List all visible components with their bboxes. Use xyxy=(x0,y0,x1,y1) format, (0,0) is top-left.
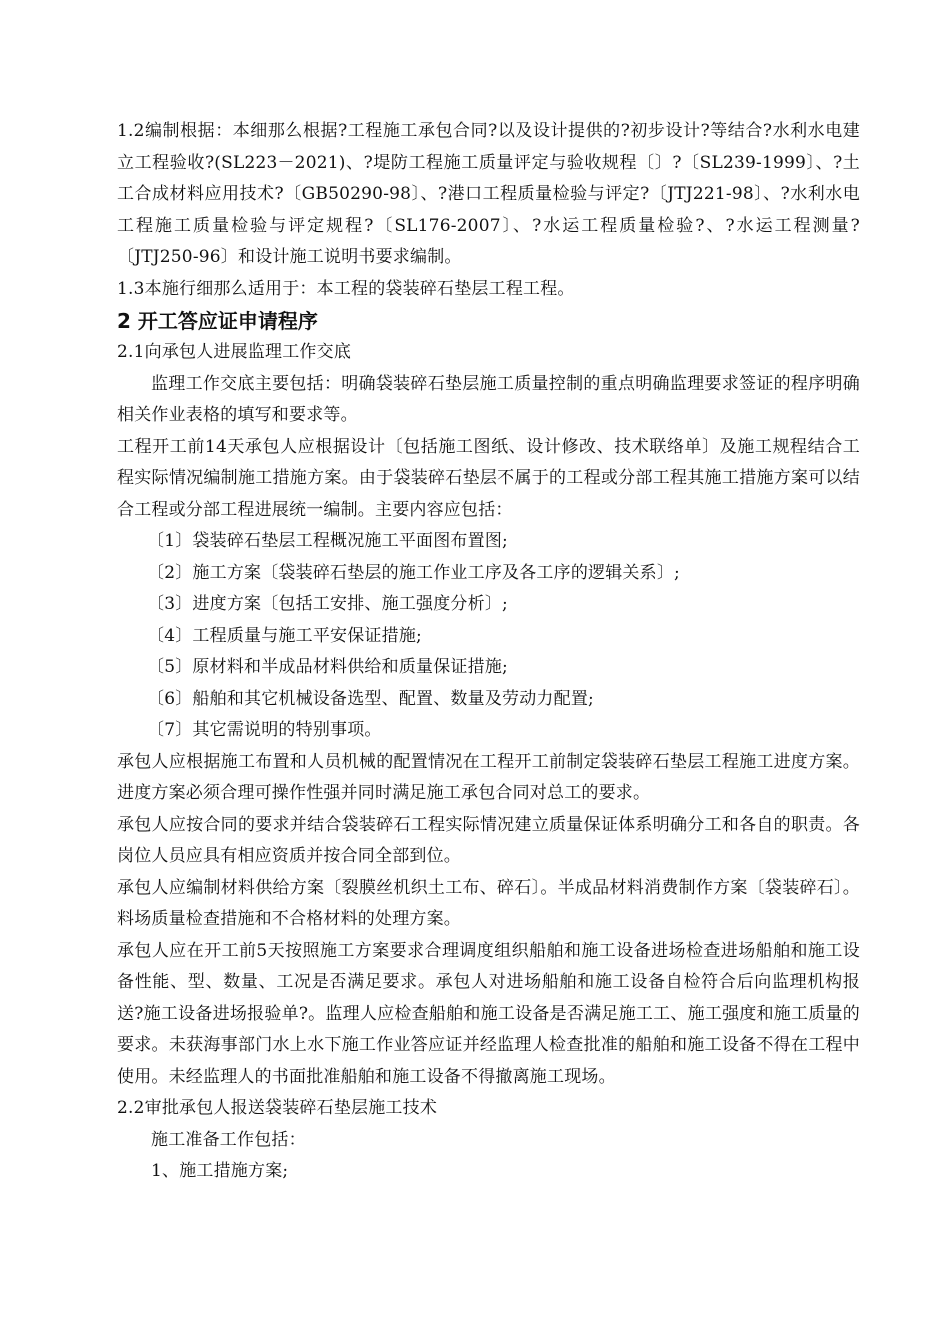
list-item: 〔6〕船舶和其它机械设备选型、配置、数量及劳动力配置; xyxy=(147,688,594,709)
paragraph-list-1: 1、施工措施方案; xyxy=(151,1161,289,1181)
paragraph-cailiao: 承包人应编制材料供给方案〔裂膜丝机织土工布、碎石〕。半成品材料消费制作方案〔袋装碎石〕。料场质量检查措施和不合格材料的处理方案。 xyxy=(117,877,860,929)
paragraph-kaigong: 工程开工前14天承包人应根据设计〔包括施工图纸、设计修改、技术联络单〕及施工规程结合工程实际情况编制施工措施方案。由于袋装碎石垫层不属于的工程或分部工程其施工措施方案可以结合工程或分部工程进展统一编制。主要内容应包括： xyxy=(117,436,860,520)
paragraph-zhiliang: 承包人应按合同的要求并结合袋装碎石工程实际情况建立质量保证体系明确分工和各自的职责。各岗位人员应具有相应资质并按合同全部到位。 xyxy=(117,814,860,866)
list-item: 〔3〕进度方案〔包括工安排、施工强度分析〕; xyxy=(147,594,508,614)
paragraph-jindu: 承包人应根据施工布置和人员机械的配置情况在工程开工前制定袋装碎石垫层工程施工进度方案。进度方案必须合理可操作性强并同时满足施工承包合同对总工的要求。 xyxy=(117,751,860,803)
paragraph-chuanbo: 承包人应在开工前5天按照施工方案要求合理调度组织船舶和施工设备进场检查进场船舶和施工设备性能、型、数量、工况是否满足要求。承包人对进场船舶和施工设备自检符合后向监理机构报送?施工设备进场报验单?。监理人应检查船舶和施工设备是否满足施工工、施工强度和施工质量的要求。未获海事部门水上水下施工作业答应证并经监理人检查批准的船舶和施工设备不得在工程中使用。未经监理人的书面批准船舶和施工设备不得撤离施工现场。 xyxy=(117,940,860,1087)
list-item: 〔1〕袋装碎石垫层工程概况施工平面图布置图; xyxy=(147,531,508,551)
paragraph-zhunbei: 施工准备工作包括： xyxy=(151,1129,306,1150)
list-item: 〔2〕施工方案〔袋装碎石垫层的施工作业工序及各工序的逻辑关系〕; xyxy=(147,562,680,583)
section-2-2: 2.2审批承包人报送袋装碎石垫层施工技术 xyxy=(117,1098,438,1118)
section-1-3: 1.3本施行细那么适用于：本工程的袋装碎石垫层工程工程。 xyxy=(117,278,575,299)
list-item: 〔5〕原材料和半成品材料供给和质量保证措施; xyxy=(147,657,508,677)
heading-2: 2 开工答应证申请程序 xyxy=(117,309,318,333)
section-2-1: 2.1向承包人进展监理工作交底 xyxy=(117,342,352,362)
paragraph-jiaodi: 监理工作交底主要包括：明确袋装碎石垫层施工质量控制的重点明确监理要求签证的程序明确相关作业表格的填写和要求等。 xyxy=(117,373,860,425)
list-item: 〔4〕工程质量与施工平安保证措施; xyxy=(147,625,422,646)
section-1-2: 1.2编制根据：本细那么根据?工程施工承包合同?以及设计提供的?初步设计?等结合?水利水电建立工程验收?(SL223－2021)、?堤防工程施工质量评定与验收规程〔〕?〔SL239-1999〕、?土工合成材料应用技术?〔GB50290-98〕、?港口工程质量检验与评定?〔JTJ221-98〕、?水利水电工程施工质量检验与评定规程?〔SL176-2007〕、?水运工程质量检验?、?水运工程测量?〔JTJ250-96〕和设计施工说明书要求编制。 xyxy=(117,121,860,267)
list-item: 〔7〕其它需说明的特别事项。 xyxy=(147,720,382,740)
